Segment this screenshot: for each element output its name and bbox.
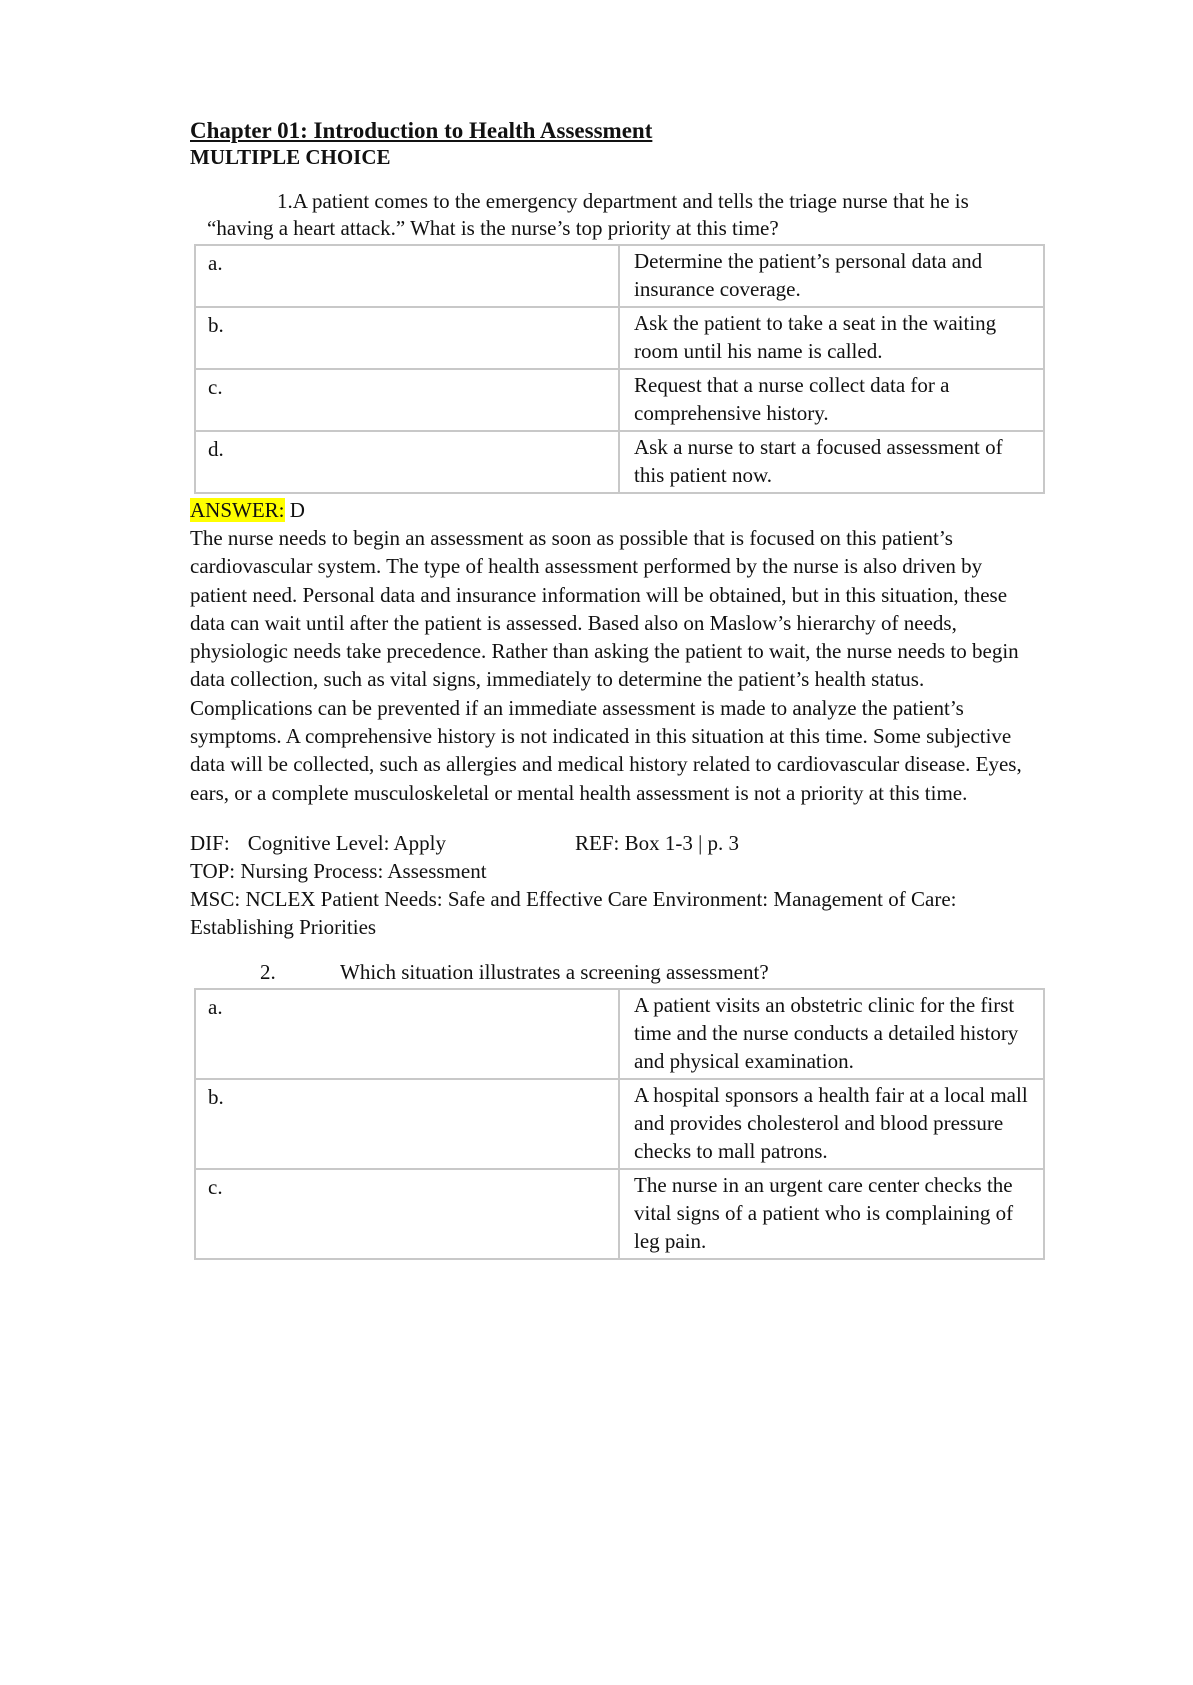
option-row: [195, 1079, 1044, 1169]
option-letter: a.: [195, 989, 619, 1079]
option-letter: c.: [195, 1169, 619, 1259]
dif-value: Cognitive Level: Apply: [247, 830, 446, 855]
ref-text: REF: Box 1-3 | p. 3: [575, 830, 740, 855]
option-text: A hospital sponsors a health fair at a local mall and provides cholesterol and blood pressure checks to mall patrons.: [619, 1079, 1044, 1169]
question-2-number: 2.: [260, 959, 276, 984]
option-text: Determine the patient’s personal data and insurance coverage.: [619, 245, 1044, 307]
rationale-text: The nurse needs to begin an assessment as soon as possible that is focused on this patient’s cardiovascular system. The type of health assessment performed by the nurse is also driven by patient need. Personal data and insurance information will be obtained, but in this situation, these data can wait until after the patient is assessed. Based also on Maslow’s hierarchy of needs, physiologic needs take precedence. Rather than asking the patient to wait, the nurse needs to begin data collection, such as vital signs, immediately to determine the patient’s health status. Complications can be prevented if an immediate assessment is made to analyze the patient’s symptoms. A comprehensive history is not indicated in this situation at this time. Some subjective data will be collected, such as allergies and medical history related to cardiovascular disease. Eyes, ears, or a complete musculoskeletal or mental health assessment is not a priority at this time.: [190, 526, 1022, 805]
option-text: The nurse in an urgent care center checks the vital signs of a patient who is complaining of leg pain.: [619, 1169, 1044, 1259]
option-letter: b.: [195, 1079, 619, 1169]
question-2-stem: [190, 959, 1040, 986]
option-row: [195, 307, 1044, 369]
question-1-text: A patient comes to the emergency department and tells the triage nurse that he is “having a heart attack.” What is the nurse’s top priority at this time?: [207, 189, 969, 240]
option-row: [195, 431, 1044, 493]
question-2-text: Which situation illustrates a screening assessment?: [340, 959, 769, 984]
dif-ref-row: [190, 829, 1040, 857]
answer-value: D: [289, 498, 305, 522]
option-text: Request that a nurse collect data for a comprehensive history.: [619, 369, 1044, 431]
dif-label: DIF:: [190, 830, 230, 855]
option-text: Ask the patient to take a seat in the waiting room until his name is called.: [619, 307, 1044, 369]
question-1-number: 1.: [277, 189, 293, 213]
option-letter: d.: [195, 431, 619, 493]
option-row: [195, 369, 1044, 431]
answer-label: ANSWER:: [190, 498, 285, 522]
question-2-options-table: [194, 988, 1045, 1260]
option-row: [195, 245, 1044, 307]
option-row: [195, 1169, 1044, 1259]
option-text: Ask a nurse to start a focused assessment of this patient now.: [619, 431, 1044, 493]
page-content: [190, 118, 1040, 1260]
option-letter: b.: [195, 307, 619, 369]
section-title: MULTIPLE CHOICE: [190, 145, 391, 169]
chapter-title: Chapter 01: Introduction to Health Assessment: [190, 118, 653, 143]
msc-text: MSC: NCLEX Patient Needs: Safe and Effective Care Environment: Management of Care: Establishing Priorities: [190, 886, 957, 939]
option-row: [195, 989, 1044, 1079]
question-1-options-table: [194, 244, 1045, 494]
option-letter: a.: [195, 245, 619, 307]
question-1-stem: [190, 188, 1040, 242]
question-metadata: [190, 829, 1040, 941]
top-text: TOP: Nursing Process: Assessment: [190, 858, 487, 883]
answer-line: [190, 496, 1040, 524]
option-text: A patient visits an obstetric clinic for the first time and the nurse conducts a detailed history and physical examination.: [619, 989, 1044, 1079]
option-letter: c.: [195, 369, 619, 431]
